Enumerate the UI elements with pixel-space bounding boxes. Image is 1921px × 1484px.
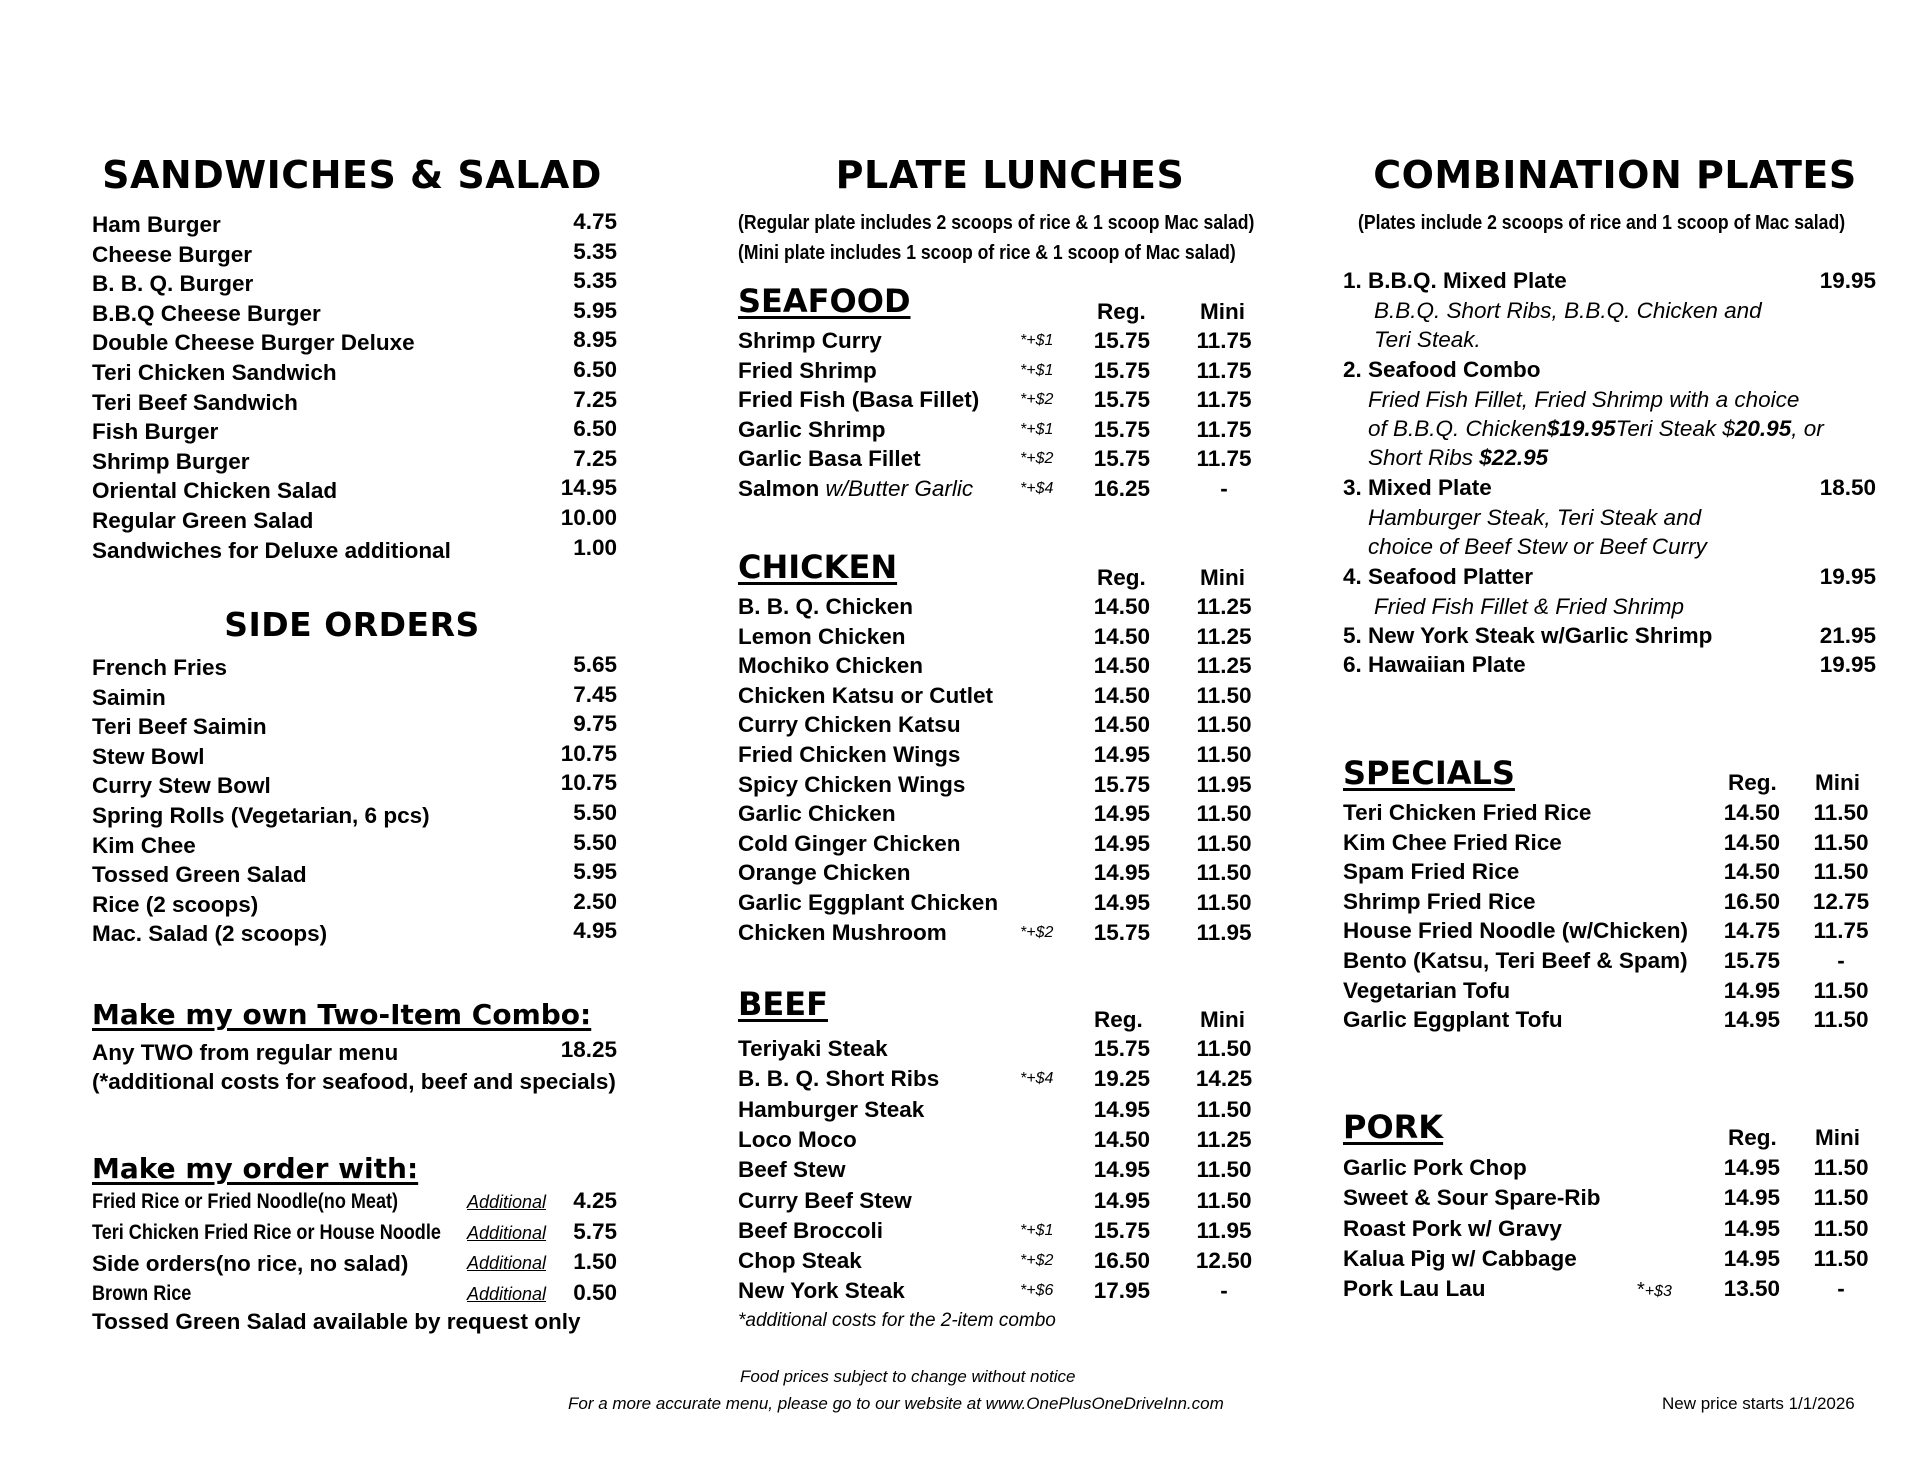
order-with-item-name: Fried Rice or Fried Noodle(no Meat) [92, 1190, 399, 1213]
menu-item-mini-price: 11.50 [1196, 1036, 1252, 1061]
menu-item-reg-price: 17.95 [1093, 1278, 1150, 1304]
menu-item-name: Mac. Salad (2 scoops) [92, 921, 328, 947]
menu-item-reg-price: 15.75 [1093, 771, 1150, 797]
menu-item-price: 2.50 [573, 888, 617, 914]
menu-item-extra-cost: *+$1 [1020, 332, 1054, 349]
menu-item-name: Rice (2 scoops) [92, 891, 259, 917]
combo-2-desc-2a: of B.B.Q. Chicken [1368, 416, 1547, 441]
specials-reg-header: Reg. [1728, 770, 1777, 795]
combo-3-desc-1: Hamburger Steak, Teri Steak and [1368, 505, 1702, 530]
menu-item-extra-cost: *+$2 [1020, 391, 1054, 409]
menu-item-reg-price: 15.75 [1093, 919, 1150, 945]
plate-lunches-note-mini: (Mini plate includes 1 scoop of rice & 1 scoop of Mac salad) [738, 242, 1236, 264]
menu-item-price: 6.50 [573, 416, 617, 442]
menu-item-reg-price: 14.50 [1723, 859, 1780, 885]
menu-item-name: Spring Rolls (Vegetarian, 6 pcs) [92, 803, 430, 828]
specials-heading: SPECIALS [1343, 754, 1515, 792]
menu-item-mini-price: 11.25 [1196, 594, 1252, 619]
menu-item-name: Curry Stew Bowl [92, 773, 271, 799]
menu-item-name: Bento (Katsu, Teri Beef & Spam) [1343, 948, 1688, 973]
combo-2-price-ribs: $22.95 [1479, 445, 1549, 470]
order-with-item-name: Teri Chicken Fried Rice or House Noodle [92, 1220, 441, 1244]
menu-item-price: 4.75 [573, 209, 617, 234]
menu-item-reg-price: 14.95 [1093, 890, 1150, 915]
menu-item-mini-price: 11.75 [1196, 328, 1252, 353]
combo-3-price: 18.50 [1819, 475, 1876, 500]
menu-item-price: 10.00 [560, 505, 617, 530]
menu-item-name: Spicy Chicken Wings [738, 771, 966, 797]
order-with-item-tag: Additional [467, 1283, 547, 1304]
menu-item-extra-cost: *+$2 [1020, 1252, 1054, 1270]
menu-item-name: Teri Chicken Fried Rice [1343, 800, 1592, 825]
menu-item-name: Garlic Shrimp [738, 416, 886, 442]
menu-item-reg-price: 14.95 [1093, 860, 1150, 886]
combo-2-title: 2. Seafood Combo [1343, 357, 1541, 382]
specials-mini-header: Mini [1815, 770, 1860, 795]
menu-item-reg-price: 14.95 [1723, 1215, 1780, 1241]
menu-item-mini-price: 14.25 [1195, 1066, 1253, 1092]
menu-item-mini-price: 12.50 [1195, 1248, 1253, 1274]
combo-2-desc-2c: Teri Steak $ [1615, 416, 1735, 441]
menu-item-mini-price: 11.75 [1813, 918, 1869, 944]
menu-item-reg-price: 16.50 [1093, 1248, 1150, 1274]
menu-item-name: Roast Pork w/ Gravy [1343, 1215, 1562, 1241]
menu-item-name: House Fried Noodle (w/Chicken) [1343, 918, 1689, 944]
menu-item-mini-price: - [1837, 948, 1845, 973]
menu-item-reg-price: 16.25 [1093, 476, 1150, 501]
combo-2-desc-3a: Short Ribs [1368, 445, 1480, 470]
menu-item-name: Teri Chicken Sandwich [92, 360, 337, 385]
menu-item-extra-cost: *+$2 [1020, 450, 1054, 468]
menu-item-reg-price: 19.25 [1093, 1066, 1150, 1092]
side-orders-heading: SIDE ORDERS [224, 605, 480, 644]
menu-item-extra-cost: *+$4 [1020, 480, 1054, 497]
menu-item-name [738, 476, 973, 502]
menu-item-name: Garlic Basa Fillet [738, 446, 921, 472]
menu-item-reg-price: 14.95 [1093, 1187, 1150, 1213]
combo-2-price-chicken: $19.95 [1546, 416, 1616, 441]
combo-5-price: 21.95 [1819, 623, 1876, 648]
seafood-reg-header: Reg. [1097, 299, 1146, 324]
menu-item-mini-price: 11.75 [1196, 416, 1252, 442]
menu-item-name: Regular Green Salad [92, 508, 314, 533]
menu-item-mini-price: 11.95 [1196, 919, 1252, 945]
combo-1-desc-1: B.B.Q. Short Ribs, B.B.Q. Chicken and [1374, 298, 1762, 323]
order-with-item-price: 0.50 [573, 1279, 617, 1305]
menu-item-name: Garlic Eggplant Chicken [738, 890, 999, 915]
menu-item-mini-price: 11.50 [1196, 712, 1252, 738]
menu-item-reg-price: 14.50 [1723, 800, 1780, 825]
footer-website-notice: For a more accurate menu, please go to our website at www.OnePlusOneDriveInn.com [568, 1394, 1224, 1413]
menu-item-reg-price: 14.95 [1093, 742, 1150, 767]
combo-2-desc-1: Fried Fish Fillet, Fried Shrimp with a choice [1368, 387, 1800, 412]
beef-heading: BEEF [738, 985, 828, 1023]
footer-new-price-date: New price starts 1/1/2026 [1662, 1394, 1855, 1413]
menu-item-name: Garlic Eggplant Tofu [1343, 1007, 1563, 1033]
combo-4-desc-1: Fried Fish Fillet & Fried Shrimp [1374, 594, 1685, 619]
menu-item-name: B. B. Q. Burger [92, 271, 254, 297]
menu-item-price: 5.35 [573, 238, 617, 264]
menu-item-reg-price: 14.95 [1723, 1185, 1780, 1211]
combo-3-title: 3. Mixed Plate [1343, 475, 1492, 500]
combo-2-desc-2e: , or [1791, 416, 1824, 441]
menu-item-name: B. B. Q. Chicken [738, 594, 914, 619]
menu-item-name: Beef Broccoli [738, 1217, 884, 1243]
menu-item-reg-price: 14.50 [1723, 829, 1780, 855]
menu-item-mini-price: 11.50 [1196, 1187, 1252, 1213]
order-with-item-tag: Additional [467, 1192, 547, 1212]
seafood-heading: SEAFOOD [738, 282, 911, 320]
menu-item-price: 14.95 [560, 475, 617, 501]
menu-item-extra-cost: *+$1 [1020, 361, 1054, 379]
menu-item-mini-price: 11.50 [1813, 859, 1869, 885]
beef-mini-header: Mini [1200, 1007, 1245, 1032]
menu-item-price: 1.00 [573, 534, 617, 560]
menu-item-mini-price: 11.25 [1196, 1126, 1252, 1152]
menu-item-name: Curry Beef Stew [738, 1187, 912, 1213]
menu-item-mini-price: 11.25 [1196, 623, 1252, 649]
menu-item-name: Teri Beef Sandwich [92, 389, 298, 415]
extra-cost-star: * [1637, 1279, 1645, 1302]
menu-item-reg-price: 14.50 [1093, 712, 1150, 738]
order-with-item-tag: Additional [467, 1222, 547, 1243]
pork-heading: PORK [1343, 1108, 1444, 1146]
combo-3-desc-2: choice of Beef Stew or Beef Curry [1368, 534, 1707, 559]
menu-item-name: Oriental Chicken Salad [92, 478, 338, 504]
plate-lunches-heading: PLATE LUNCHES [835, 153, 1185, 197]
menu-item-mini-price: 11.95 [1196, 1217, 1252, 1243]
menu-item-name: Kalua Pig w/ Cabbage [1343, 1245, 1577, 1271]
menu-item-name-suffix: w/Butter Garlic [819, 476, 974, 501]
combo-6-title: 6. Hawaiian Plate [1343, 652, 1526, 677]
menu-item-mini-price: 11.75 [1196, 446, 1252, 472]
menu-item-mini-price: 11.75 [1196, 387, 1252, 413]
menu-item-mini-price: 11.50 [1196, 801, 1252, 827]
combination-heading: COMBINATION PLATES [1373, 153, 1857, 197]
menu-item-name: Sweet & Sour Spare-Rib [1343, 1185, 1601, 1211]
menu-item-mini-price: 11.50 [1813, 1215, 1869, 1241]
combo-1-price: 19.95 [1819, 268, 1876, 293]
menu-item-mini-price: - [1837, 1276, 1845, 1302]
menu-item-name: Spam Fried Rice [1343, 859, 1520, 885]
menu-item-price: 5.50 [573, 829, 617, 855]
menu-item-name: Chicken Mushroom [738, 919, 947, 945]
two-item-combo-price: 18.25 [560, 1037, 617, 1062]
menu-item-name: French Fries [92, 655, 228, 680]
order-with-footer: Tossed Green Salad available by request only [92, 1309, 581, 1334]
menu-item-name: Stew Bowl [92, 743, 205, 769]
menu-item-price: 5.95 [573, 297, 617, 323]
menu-item-mini-price: 11.50 [1813, 800, 1869, 825]
sandwiches-heading: SANDWICHES & SALAD [102, 153, 602, 197]
order-with-item-price: 4.25 [573, 1188, 617, 1213]
menu-item-price: 10.75 [560, 770, 617, 796]
menu-item-reg-price: 14.50 [1093, 653, 1150, 679]
menu-item-name: Tossed Green Salad [92, 862, 307, 888]
menu-item-reg-price: 14.50 [1093, 1126, 1150, 1152]
order-with-item-price: 1.50 [573, 1249, 617, 1274]
menu-item-mini-price: - [1220, 1278, 1228, 1304]
menu-item-name-main: Salmon [738, 476, 820, 501]
menu-item-name: Hamburger Steak [738, 1096, 925, 1122]
menu-item-reg-price: 16.50 [1723, 888, 1780, 914]
order-with-item-name: Brown Rice [92, 1281, 192, 1305]
menu-item-reg-price: 14.50 [1093, 682, 1150, 708]
menu-item-reg-price: 14.75 [1723, 918, 1780, 944]
combo-4-title: 4. Seafood Platter [1343, 564, 1534, 589]
menu-item-mini-price: 11.50 [1813, 1245, 1869, 1271]
menu-item-reg-price: 14.95 [1723, 1155, 1780, 1180]
combination-note: (Plates include 2 scoops of rice and 1 scoop of Mac salad) [1358, 212, 1846, 234]
menu-item-name: Sandwiches for Deluxe additional [92, 537, 451, 563]
menu-item-reg-price: 15.75 [1723, 948, 1780, 973]
combo-5-title: 5. New York Steak w/Garlic Shrimp [1343, 623, 1713, 648]
menu-item-reg-price: 15.75 [1093, 387, 1150, 413]
menu-item-mini-price: 11.75 [1196, 357, 1252, 383]
menu-item-reg-price: 15.75 [1093, 357, 1150, 383]
menu-item-reg-price: 14.95 [1093, 1157, 1150, 1183]
menu-item-price: 7.45 [573, 681, 617, 707]
beef-reg-header: Reg. [1094, 1007, 1143, 1032]
menu-item-reg-price: 13.50 [1723, 1276, 1780, 1302]
menu-item-reg-price: 14.95 [1723, 977, 1780, 1003]
menu-item-reg-price: 14.95 [1723, 1245, 1780, 1271]
menu-item-name: Teri Beef Saimin [92, 714, 267, 740]
menu-item-reg-price: 15.75 [1093, 1036, 1150, 1061]
menu-item-reg-price: 15.75 [1093, 328, 1150, 353]
combo-2-desc-2 [1368, 416, 1824, 442]
menu-item-name: B.B.Q Cheese Burger [92, 300, 321, 326]
menu-item-price: 7.25 [573, 386, 617, 412]
menu-item-mini-price: 11.50 [1813, 1155, 1869, 1180]
menu-item-name: Pork Lau Lau [1343, 1276, 1486, 1302]
menu-item-price: 8.95 [573, 327, 617, 353]
menu-item-mini-price: 11.50 [1813, 1007, 1869, 1033]
order-with-item-tag: Additional [467, 1253, 547, 1273]
menu-item-price: 4.95 [573, 918, 617, 944]
order-with-item-name: Side orders(no rice, no salad) [92, 1251, 409, 1276]
menu-item-mini-price: 11.50 [1196, 742, 1252, 767]
menu-item-name: Fried Fish (Basa Fillet) [738, 387, 980, 413]
menu-item-reg-price: 14.95 [1093, 801, 1150, 827]
menu-item-name: Fried Chicken Wings [738, 742, 961, 767]
menu-item-price: 5.65 [573, 652, 617, 677]
extra-cost-amount: +$3 [1644, 1283, 1672, 1301]
plate-lunches-note-regular: (Regular plate includes 2 scoops of rice & 1 scoop Mac salad) [738, 212, 1255, 234]
menu-item-reg-price: 15.75 [1093, 446, 1150, 472]
menu-item-mini-price: 11.50 [1196, 890, 1252, 915]
combo-6-price: 19.95 [1819, 652, 1876, 677]
menu-item-name: Double Cheese Burger Deluxe [92, 330, 415, 356]
menu-item-name: Chicken Katsu or Cutlet [738, 682, 994, 708]
menu-item-extra-cost [1637, 1279, 1672, 1302]
menu-item-name: Lemon Chicken [738, 623, 906, 649]
menu-item-mini-price: - [1220, 476, 1228, 501]
menu-item-name: Beef Stew [738, 1157, 846, 1183]
combo-4-price: 19.95 [1819, 564, 1876, 589]
menu-item-reg-price: 14.50 [1093, 594, 1150, 619]
combo-2-desc-3 [1368, 445, 1548, 471]
menu-item-mini-price: 11.50 [1813, 1185, 1869, 1211]
pork-mini-header: Mini [1815, 1125, 1860, 1150]
menu-item-price: 7.25 [573, 445, 617, 471]
menu-item-name: Loco Moco [738, 1126, 857, 1152]
menu-item-extra-cost: *+$2 [1020, 923, 1054, 941]
menu-item-name: B. B. Q. Short Ribs [738, 1066, 940, 1092]
menu-item-mini-price: 11.50 [1196, 830, 1252, 856]
menu-item-mini-price: 11.50 [1813, 977, 1869, 1003]
menu-item-extra-cost: *+$1 [1020, 420, 1054, 438]
menu-item-name: Shrimp Burger [92, 448, 250, 474]
menu-item-name: Curry Chicken Katsu [738, 712, 961, 738]
menu-item-price: 5.95 [573, 859, 617, 885]
menu-item-extra-cost: *+$1 [1020, 1221, 1054, 1239]
menu-item-price: 5.35 [573, 268, 617, 294]
two-item-combo-note: (*additional costs for seafood, beef and specials) [92, 1069, 616, 1094]
combo-1-title: 1. B.B.Q. Mixed Plate [1343, 268, 1567, 293]
two-item-combo-line: Any TWO from regular menu [92, 1040, 399, 1065]
chicken-reg-header: Reg. [1097, 565, 1146, 590]
menu-item-name: Cheese Burger [92, 241, 253, 267]
menu-item-reg-price: 15.75 [1093, 1217, 1150, 1243]
seafood-mini-header: Mini [1200, 299, 1245, 324]
menu-item-name: Chop Steak [738, 1248, 862, 1274]
menu-item-name: Shrimp Curry [738, 328, 882, 353]
pork-reg-header: Reg. [1728, 1125, 1777, 1150]
menu-item-name: Kim Chee [92, 832, 196, 858]
menu-item-mini-price: 12.75 [1812, 888, 1870, 914]
menu-item-name: Shrimp Fried Rice [1343, 888, 1536, 914]
menu-item-mini-price: 11.50 [1813, 829, 1869, 855]
footer-price-notice: Food prices subject to change without notice [740, 1367, 1076, 1386]
chicken-mini-header: Mini [1200, 565, 1245, 590]
menu-item-price: 10.75 [560, 740, 617, 766]
menu-item-name: Fish Burger [92, 419, 219, 445]
menu-item-mini-price: 11.50 [1196, 1096, 1252, 1122]
menu-item-reg-price: 14.95 [1723, 1007, 1780, 1033]
chicken-heading: CHICKEN [738, 548, 898, 586]
order-with-item-price: 5.75 [573, 1218, 617, 1244]
menu-item-mini-price: 11.95 [1196, 771, 1252, 797]
menu-item-name: Orange Chicken [738, 860, 911, 886]
menu-item-mini-price: 11.50 [1196, 860, 1252, 886]
combo-2-price-teri: 20.95 [1734, 416, 1792, 441]
menu-item-mini-price: 11.50 [1196, 682, 1252, 708]
menu-item-extra-cost: *+$4 [1020, 1070, 1054, 1088]
menu-item-name: Saimin [92, 684, 166, 710]
menu-item-price: 9.75 [573, 711, 617, 737]
menu-item-name: Garlic Chicken [738, 801, 896, 827]
menu-item-price: 6.50 [573, 357, 617, 382]
menu-item-price: 5.50 [573, 800, 617, 825]
order-with-heading: Make my order with: [92, 1152, 419, 1185]
menu-item-name: Vegetarian Tofu [1343, 977, 1511, 1003]
menu-item-reg-price: 14.50 [1093, 623, 1150, 649]
menu-item-mini-price: 11.25 [1196, 653, 1252, 679]
menu-item-reg-price: 15.75 [1093, 416, 1150, 442]
menu-item-name: Ham Burger [92, 212, 221, 237]
menu-item-name: Cold Ginger Chicken [738, 830, 961, 856]
menu-item-name: Mochiko Chicken [738, 653, 924, 679]
menu-item-extra-cost: *+$6 [1020, 1282, 1054, 1300]
menu-item-name: Teriyaki Steak [738, 1036, 888, 1061]
menu-item-name: Garlic Pork Chop [1343, 1155, 1527, 1180]
menu-item-name: New York Steak [738, 1278, 905, 1304]
menu-item-reg-price: 14.95 [1093, 830, 1150, 856]
two-item-combo-heading: Make my own Two-Item Combo: [92, 998, 592, 1031]
menu-item-name: Kim Chee Fried Rice [1343, 829, 1562, 855]
menu-item-mini-price: 11.50 [1196, 1157, 1252, 1183]
combo-1-desc-2: Teri Steak. [1374, 327, 1481, 352]
beef-footnote: *additional costs for the 2-item combo [738, 1310, 1056, 1331]
menu-item-reg-price: 14.95 [1093, 1096, 1150, 1122]
menu-item-name: Fried Shrimp [738, 357, 877, 383]
